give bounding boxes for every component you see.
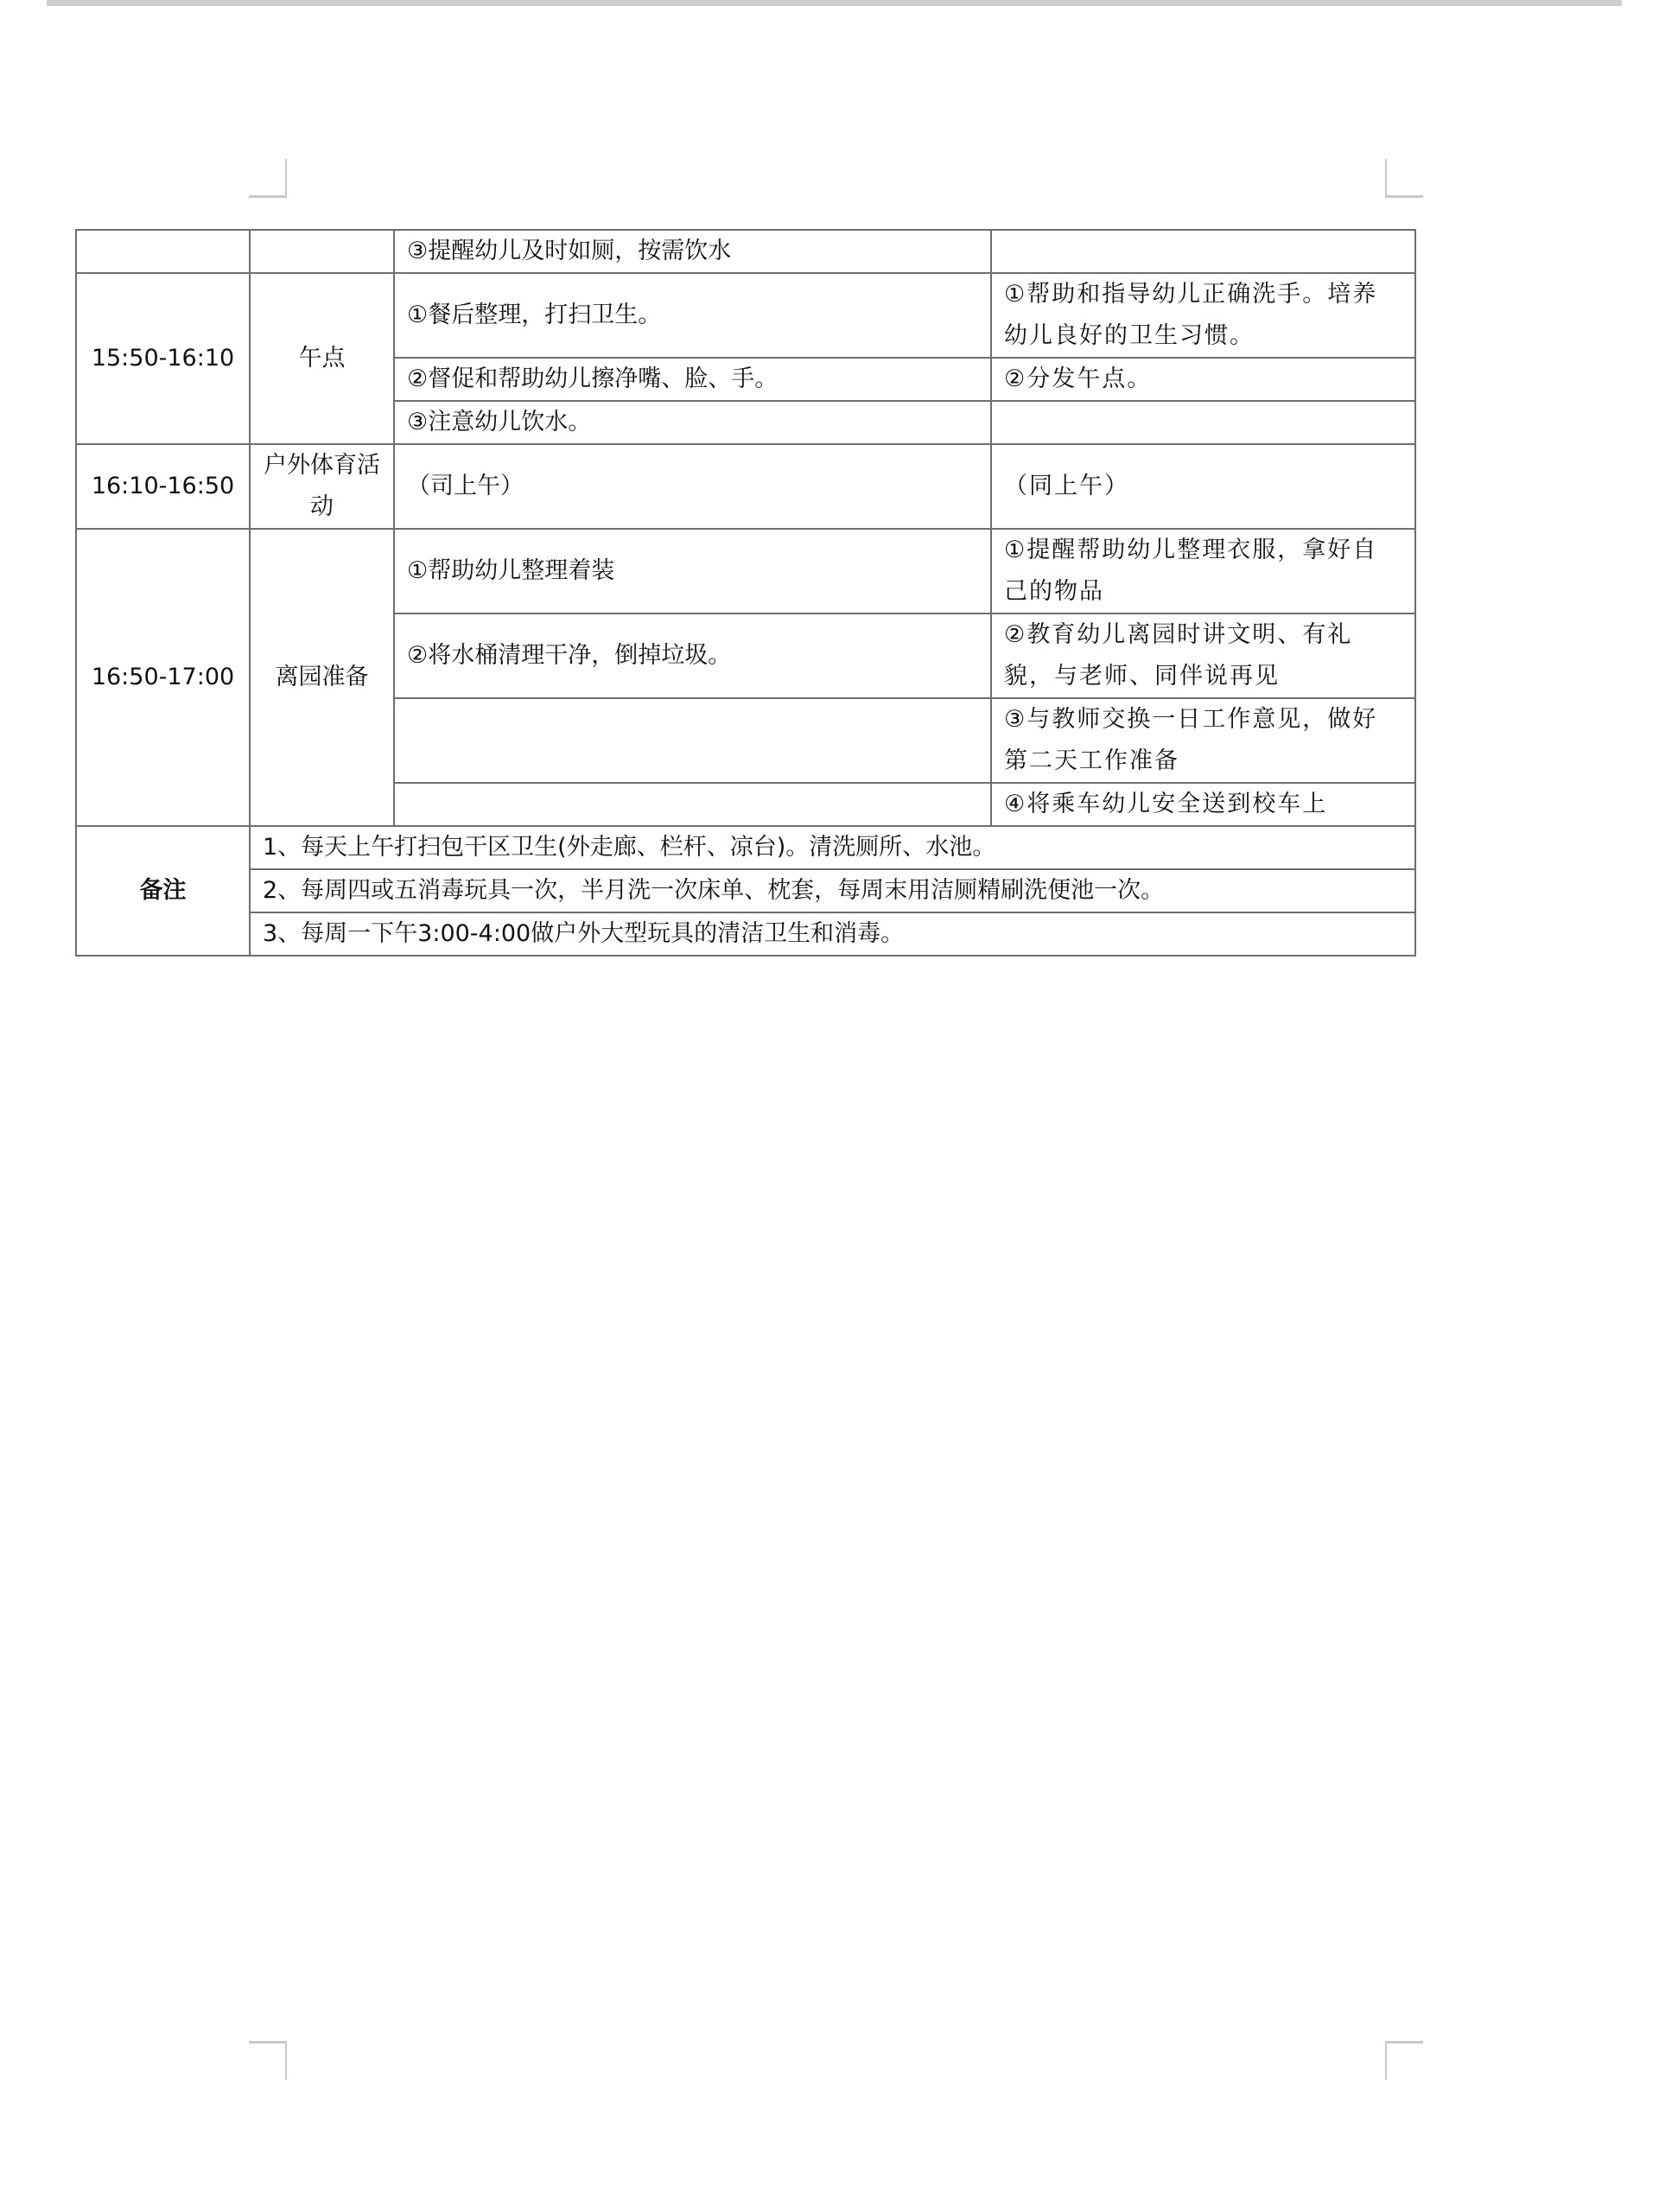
guide-cell: ②分发午点。	[991, 358, 1415, 401]
duty-cell: ②将水桶清理干净，倒掉垃圾。	[394, 613, 991, 698]
daily-schedule-table	[75, 229, 1416, 957]
note-item: 2、每周四或五消毒玩具一次，半月洗一次床单、枕套，每周末用洁厕精刷洗便池一次。	[250, 869, 1415, 912]
corner-mark-bottom-left	[249, 2041, 287, 2080]
duty-cell: ②督促和帮助幼儿擦净嘴、脸、手。	[394, 358, 991, 401]
duty-cell	[394, 783, 991, 826]
guide-cell	[991, 230, 1415, 273]
note-item: 1、每天上午打扫包干区卫生(外走廊、栏杆、凉台)。清洗厕所、水池。	[250, 826, 1415, 869]
guide-cell: ④将乘车幼儿安全送到校车上	[991, 783, 1415, 826]
page-top-bar	[47, 0, 1622, 6]
table-row	[76, 273, 1415, 358]
guide-cell	[991, 401, 1415, 444]
guide-cell: ①提醒帮助幼儿整理衣服，拿好自己的物品	[991, 529, 1415, 613]
duty-cell: （司上午）	[394, 444, 991, 529]
activity-cell: 午点	[250, 273, 394, 444]
notes-row	[76, 869, 1415, 912]
guide-cell: （同上午）	[991, 444, 1415, 529]
activity-cell	[250, 230, 394, 273]
duty-cell: ①帮助幼儿整理着装	[394, 529, 991, 613]
guide-cell: ③与教师交换一日工作意见，做好第二天工作准备	[991, 698, 1415, 783]
corner-mark-top-left	[249, 159, 287, 198]
table-row	[76, 444, 1415, 529]
time-cell: 15:50-16:10	[76, 273, 250, 444]
notes-label: 备注	[76, 826, 250, 956]
duty-cell	[394, 698, 991, 783]
corner-mark-top-right	[1385, 159, 1423, 198]
guide-cell: ①帮助和指导幼儿正确洗手。培养幼儿良好的卫生习惯。	[991, 273, 1415, 358]
note-item: 3、每周一下午3:00-4:00做户外大型玩具的清洁卫生和消毒。	[250, 912, 1415, 956]
duty-cell: ③注意幼儿饮水。	[394, 401, 991, 444]
notes-row	[76, 826, 1415, 869]
corner-mark-bottom-right	[1385, 2041, 1423, 2080]
notes-row	[76, 912, 1415, 956]
time-cell: 16:50-17:00	[76, 529, 250, 826]
duty-cell: ①餐后整理，打扫卫生。	[394, 273, 991, 358]
table-row	[76, 230, 1415, 273]
activity-cell: 户外体育活动	[250, 444, 394, 529]
time-cell	[76, 230, 250, 273]
table-row	[76, 529, 1415, 613]
activity-cell: 离园准备	[250, 529, 394, 826]
time-cell: 16:10-16:50	[76, 444, 250, 529]
duty-cell: ③提醒幼儿及时如厕，按需饮水	[394, 230, 991, 273]
guide-cell: ②教育幼儿离园时讲文明、有礼貌，与老师、同伴说再见	[991, 613, 1415, 698]
